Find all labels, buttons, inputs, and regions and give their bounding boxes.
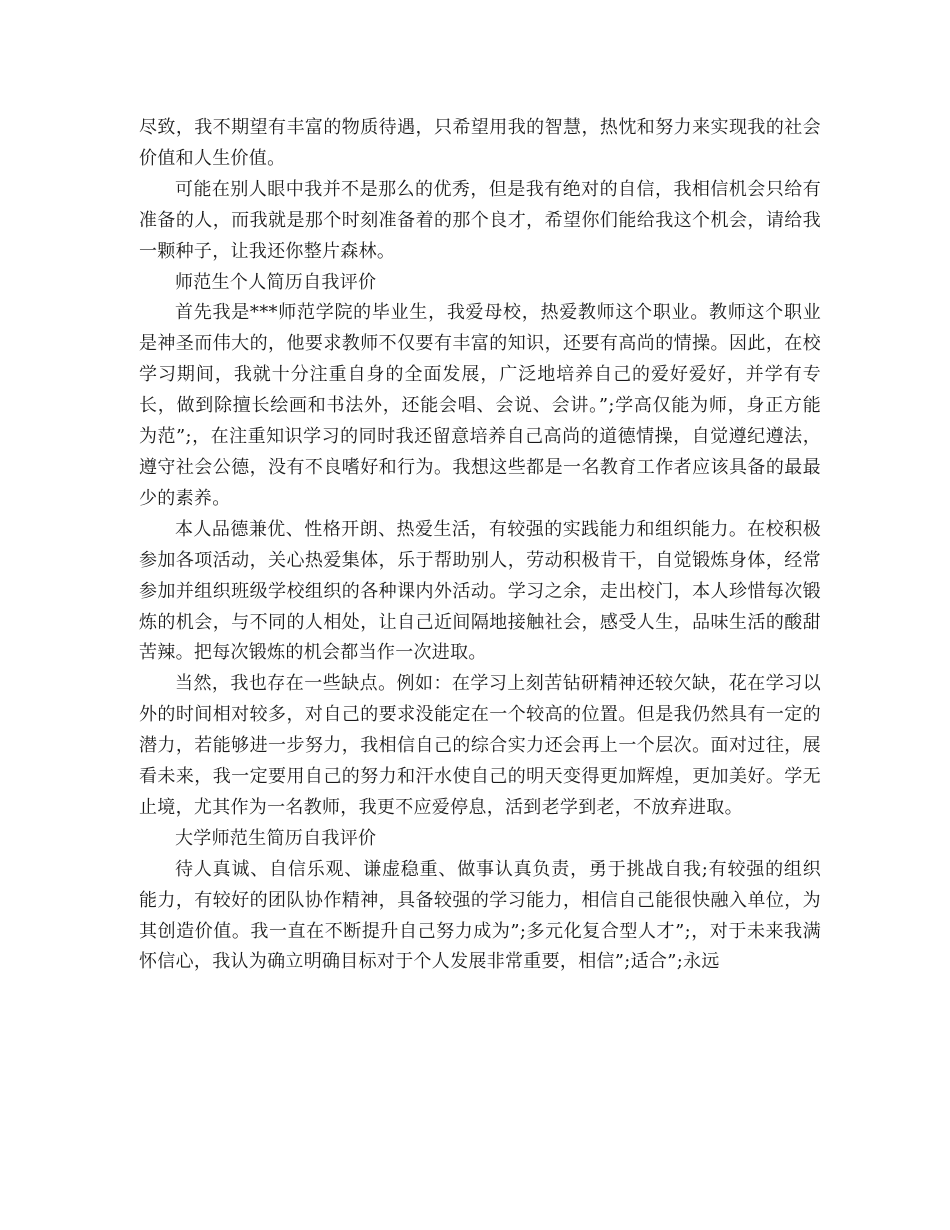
paragraph-self-evaluation: 待人真诚、自信乐观、谦虚稳重、做事认真负责，勇于挑战自我;有较强的组织能力，有较好的团队协作精神，具备较强的学习能力，相信自己能很快融入单位，为其创造价值。我一直在不断提升自己努力成为”;多元化复合型人才”;，对于未来我满怀信心，我认为确立明确目标对于个人发展非常重要，相信”;适合”;永远 [139,858,821,973]
paragraph-shortcomings: 当然，我也存在一些缺点。例如：在学习上刻苦钻研精神还较欠缺，花在学习以外的时间相对较多，对自己的要求没能定在一个较高的位置。但是我仍然具有一定的潜力，若能够进一步努力，我相信自己的综合实力还会再上一个层次。面对过往，展看未来，我一定要用自己的努力和汗水使自己的明天变得更加辉煌，更加美好。学无止境，尤其作为一名教师，我更不应爱停息，活到老学到老，不放弃进取。 [139,673,821,818]
paragraph-confidence: 可能在别人眼中我并不是那么的优秀，但是我有绝对的自信，我相信机会只给有准备的人，而我就是那个时刻准备着的那个良才，希望你们能给我这个机会，请给我一颗种子，让我还你整片森林。 [139,178,821,262]
paragraph-introduction: 首先我是***师范学院的毕业生，我爱母校，热爱教师这个职业。教师这个职业是神圣而伟大的，他要求教师不仅要有丰富的知识，还要有高尚的情操。因此，在校学习期间，我就十分注重自身的全面发展，广泛地培养自己的爱好爱好，并学有专长，做到除擅长绘画和书法外，还能会唱、会说、会讲。”;学高仅能为师，身正方能为范”;，在注重知识学习的同时我还留意培养自己高尚的道德情操，自觉遵纪遵法，遵守社会公德，没有不良嗜好和行为。我想这些都是一名教育工作者应该具备的最最少的素养。 [139,302,821,509]
section-heading-university-teacher-student: 大学师范生简历自我评价 [175,827,377,849]
paragraph-continuation: 尽致，我不期望有丰富的物质待遇，只希望用我的智慧，热忱和努力来实现我的社会价值和人生价值。 [139,117,821,169]
paragraph-character: 本人品德兼优、性格开朗、热爱生活，有较强的实践能力和组织能力。在校积极参加各项活动，关心热爱集体，乐于帮助别人，劳动积极肯干，自觉锻炼身体，经常参加并组织班级学校组织的各种课内外活动。学习之余，走出校门，本人珍惜每次锻炼的机会，与不同的人相处，让自己近间隔地接触社会，感受人生，品味生活的酸甜苦辣。把每次锻炼的机会都当作一次进取。 [139,518,821,664]
document-body [139,113,821,978]
section-heading-teacher-student-resume: 师范生个人简历自我评价 [175,271,377,293]
